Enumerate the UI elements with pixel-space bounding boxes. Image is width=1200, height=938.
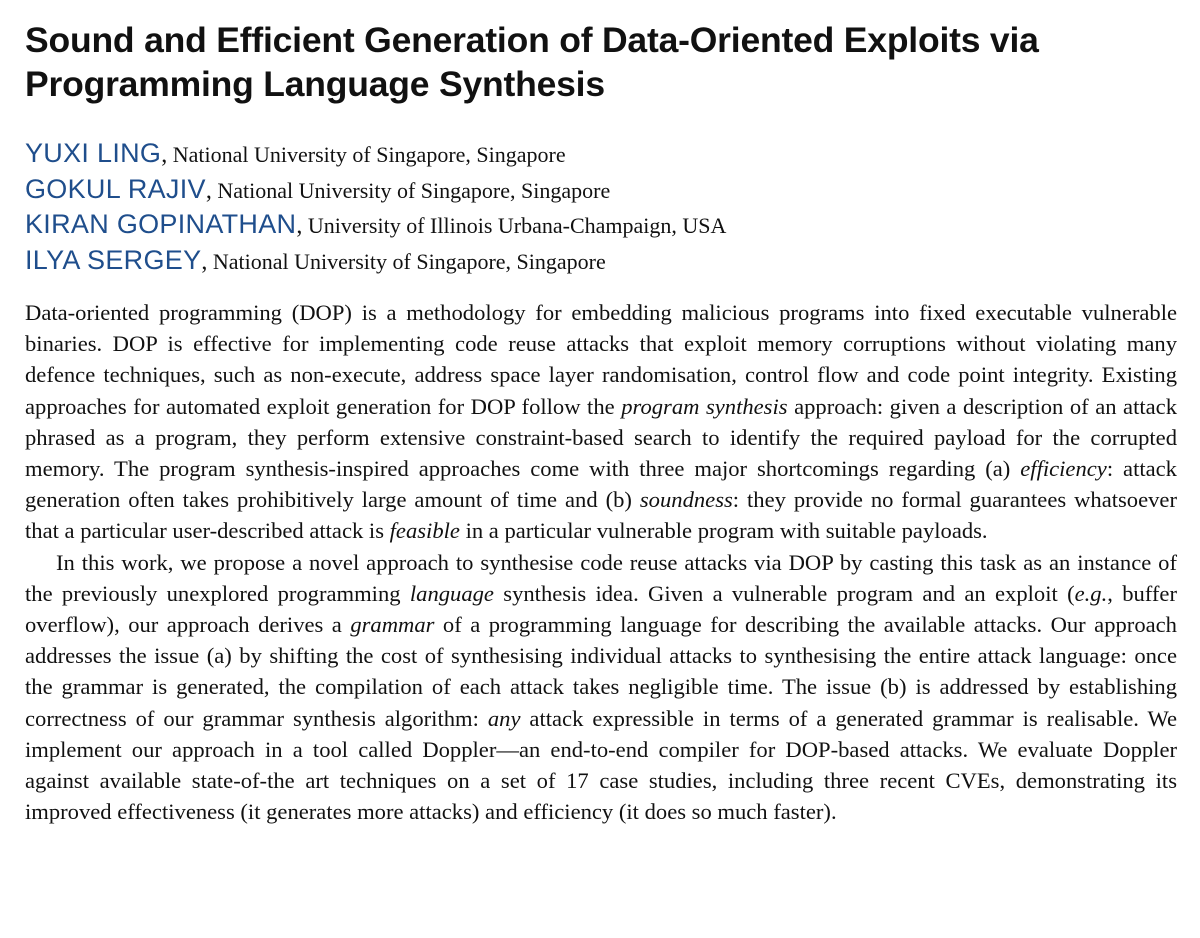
- abstract-text: Data-oriented programming (DOP) is a methodology for embedding malicious programs into fixed executable vulnerable binaries. DOP is effective for implementing code reuse attacks that exploit memory corruptions without violating many defence techniques, such as non-execute, address space layer randomisation, control flow and code point integrity. Existing approaches for automated exploit generation for DOP follow the: [25, 300, 1177, 419]
- author-name: GOKUL RAJIV: [25, 173, 206, 204]
- author-affiliation: National University of Singapore, Singapore: [211, 177, 611, 203]
- abstract-emphasis: soundness: [639, 487, 733, 513]
- author-separator: ,: [205, 177, 212, 204]
- abstract-emphasis: e.g.: [1074, 580, 1108, 606]
- author-list: [25, 136, 1177, 278]
- abstract-text: synthesis idea. Given a vulnerable program and an exploit (: [493, 580, 1075, 606]
- author-separator: ,: [296, 213, 303, 239]
- abstract-emphasis: grammar: [350, 612, 435, 638]
- author-affiliation: University of Illinois Urbana-Champaign, USA: [302, 213, 727, 238]
- abstract-paragraph-2: [25, 547, 1177, 828]
- paper-page: [25, 18, 1177, 827]
- abstract-text: attack expressible in terms of a generated grammar is realisable. We implement our approach in a tool called Doppler—an end-to-end compiler for DOP-based attacks. We evaluate Doppler against available state-of-the art techniques on a set of 17 case studies, including three recent CVEs, demonstrating its improved effectiveness (it generates more attacks) and efficiency (it does so much faster).: [25, 705, 1177, 825]
- author-name: KIRAN GOPINATHAN: [25, 209, 297, 239]
- author-affiliation: National University of Singapore, Singapore: [207, 248, 606, 274]
- author-entry: [25, 172, 1177, 208]
- abstract-text: : they provide no formal guarantees whatsoever that a particular user-described attack is: [25, 487, 1177, 544]
- abstract: [25, 297, 1177, 827]
- abstract-paragraph-1: [25, 297, 1177, 547]
- abstract-text: in a particular vulnerable program with suitable payloads.: [459, 518, 988, 544]
- author-entry: [25, 207, 1177, 243]
- abstract-text: : attack generation often takes prohibitively large amount of time and (b): [25, 456, 1177, 513]
- abstract-text: of a programming language for describing the available attacks. Our approach addresses the issue (a) by shifting the cost of synthesising individual attacks to synthesising the entire attack language: once the grammar is generated, the compilation of each attack takes negligible time. The issue (b) is addressed by establishing correctness of our grammar synthesis algorithm:: [25, 612, 1177, 731]
- abstract-text: approach: given a description of an attack phrased as a program, they perform extensive constraint-based search to identify the required payload for the corrupted memory. The program synthesis-inspired approaches come with three major shortcomings regarding (a): [25, 393, 1177, 482]
- author-name: YUXI LING: [25, 138, 162, 168]
- abstract-emphasis: any: [487, 705, 521, 731]
- paper-title: [25, 18, 1177, 106]
- paper-title-line-2: Programming Language Synthesis: [25, 64, 605, 104]
- author-name: ILYA SERGEY: [25, 244, 202, 275]
- author-separator: ,: [161, 142, 168, 168]
- author-entry: [25, 136, 1177, 172]
- paper-title-line-1: Sound and Efficient Generation of Data-Oriented Exploits via: [25, 20, 1039, 60]
- abstract-emphasis: feasible: [389, 518, 460, 544]
- author-separator: ,: [201, 248, 208, 275]
- abstract-emphasis: efficiency: [1020, 456, 1107, 482]
- abstract-text: In this work, we propose a novel approach to synthesise code reuse attacks via DOP by casting this task as an instance of the previously unexplored programming: [25, 549, 1177, 606]
- abstract-emphasis: program synthesis: [621, 393, 788, 419]
- abstract-emphasis: language: [409, 580, 494, 606]
- author-affiliation: National University of Singapore, Singapore: [167, 142, 566, 167]
- abstract-text: , buffer overflow), our approach derives a: [25, 580, 1177, 638]
- author-entry: [25, 243, 1177, 279]
